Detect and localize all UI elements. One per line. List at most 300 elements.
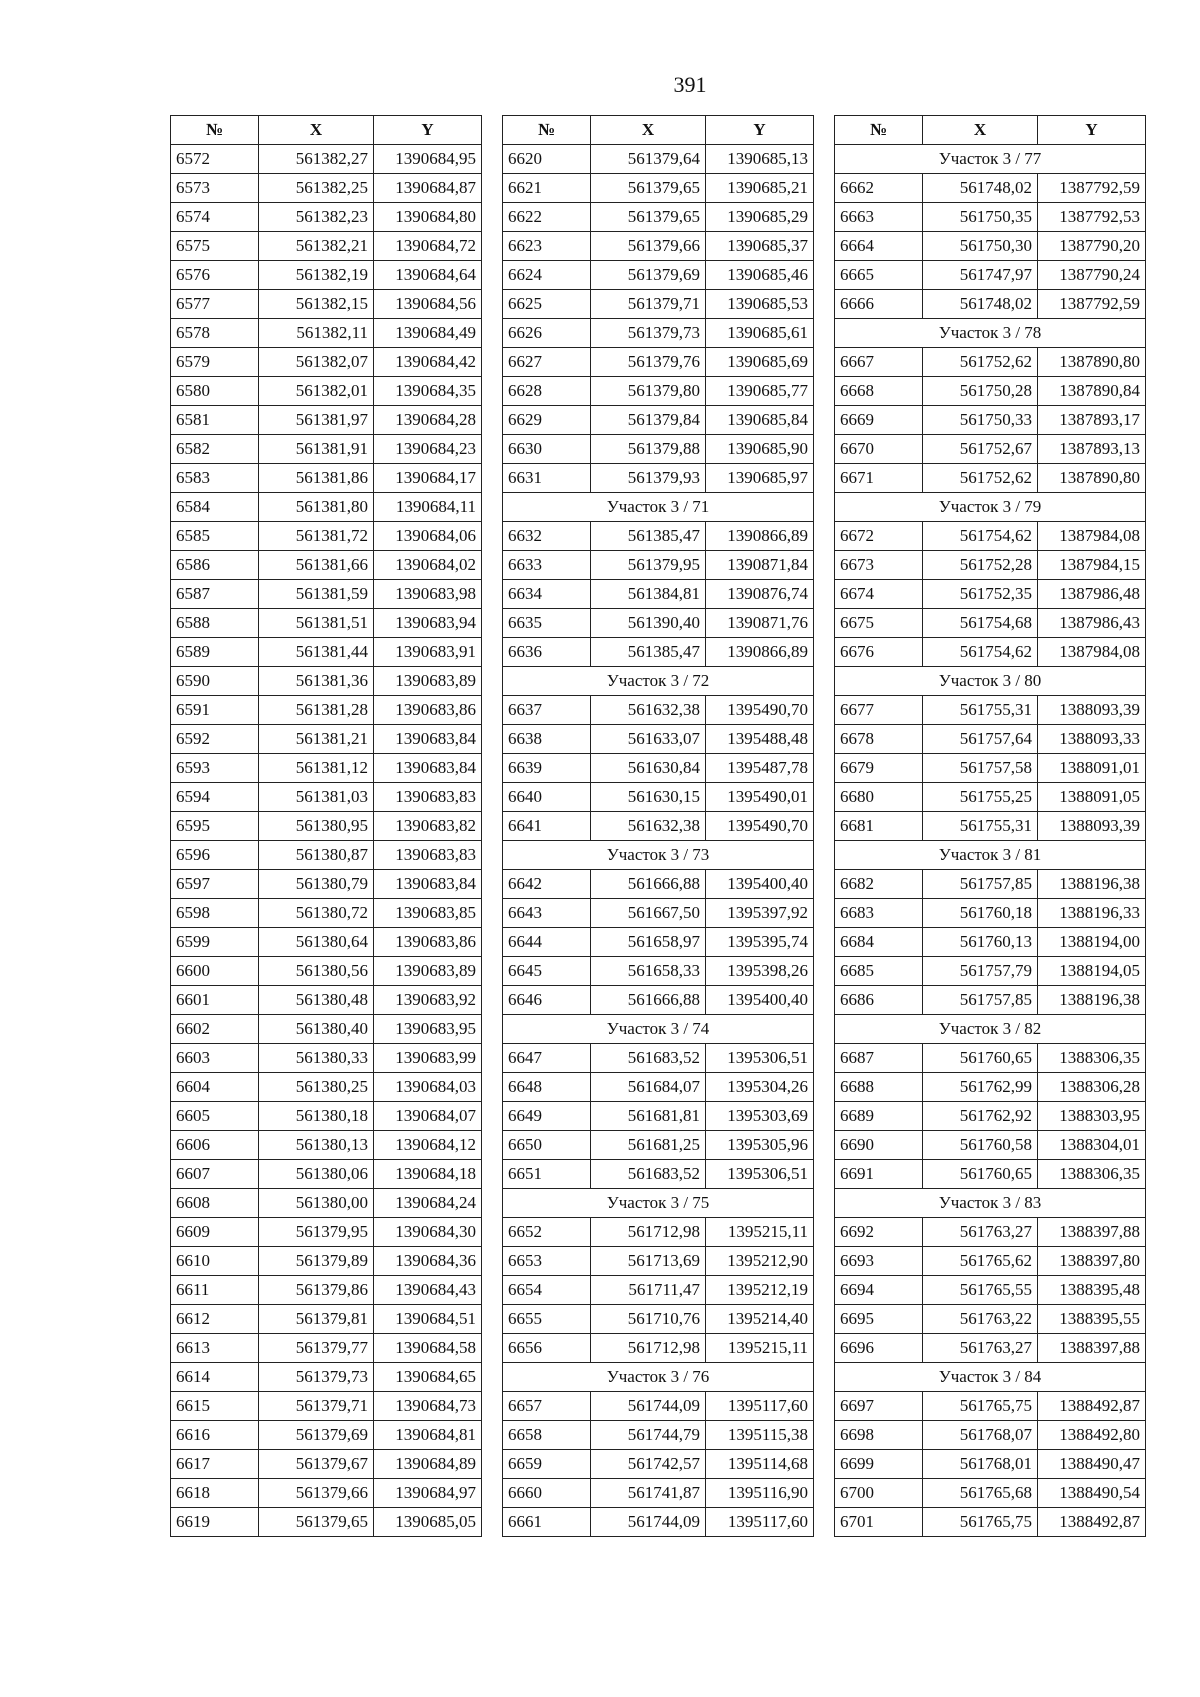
point-number-cell: 6657 <box>503 1392 591 1421</box>
point-number-cell: 6603 <box>171 1044 259 1073</box>
point-number-cell: 6615 <box>171 1392 259 1421</box>
x-coordinate-cell: 561757,58 <box>923 754 1038 783</box>
section-title: Участок 3 / 76 <box>503 1363 814 1392</box>
table-row <box>171 1334 482 1363</box>
table-row <box>503 551 814 580</box>
point-number-cell: 6646 <box>503 986 591 1015</box>
header-x: X <box>259 116 374 145</box>
x-coordinate-cell: 561752,28 <box>923 551 1038 580</box>
table-row <box>171 145 482 174</box>
point-number-cell: 6612 <box>171 1305 259 1334</box>
point-number-cell: 6668 <box>835 377 923 406</box>
y-coordinate-cell: 1395212,90 <box>706 1247 814 1276</box>
table-row <box>171 348 482 377</box>
x-coordinate-cell: 561630,15 <box>591 783 706 812</box>
x-coordinate-cell: 561658,33 <box>591 957 706 986</box>
point-number-cell: 6698 <box>835 1421 923 1450</box>
y-coordinate-cell: 1387893,17 <box>1038 406 1146 435</box>
x-coordinate-cell: 561379,73 <box>591 319 706 348</box>
y-coordinate-cell: 1395306,51 <box>706 1044 814 1073</box>
x-coordinate-cell: 561763,22 <box>923 1305 1038 1334</box>
y-coordinate-cell: 1387792,59 <box>1038 290 1146 319</box>
coordinate-table-3 <box>834 115 1146 1537</box>
x-coordinate-cell: 561747,97 <box>923 261 1038 290</box>
y-coordinate-cell: 1388397,88 <box>1038 1334 1146 1363</box>
y-coordinate-cell: 1395397,92 <box>706 899 814 928</box>
y-coordinate-cell: 1388397,80 <box>1038 1247 1146 1276</box>
table-row <box>835 1334 1146 1363</box>
x-coordinate-cell: 561381,44 <box>259 638 374 667</box>
point-number-cell: 6621 <box>503 174 591 203</box>
x-coordinate-cell: 561681,81 <box>591 1102 706 1131</box>
point-number-cell: 6581 <box>171 406 259 435</box>
x-coordinate-cell: 561768,07 <box>923 1421 1038 1450</box>
y-coordinate-cell: 1387792,53 <box>1038 203 1146 232</box>
x-coordinate-cell: 561381,86 <box>259 464 374 493</box>
y-coordinate-cell: 1390866,89 <box>706 522 814 551</box>
table-row <box>503 1508 814 1537</box>
point-number-cell: 6585 <box>171 522 259 551</box>
point-number-cell: 6624 <box>503 261 591 290</box>
y-coordinate-cell: 1390684,51 <box>374 1305 482 1334</box>
section-title: Участок 3 / 84 <box>835 1363 1146 1392</box>
point-number-cell: 6678 <box>835 725 923 754</box>
point-number-cell: 6572 <box>171 145 259 174</box>
x-coordinate-cell: 561658,97 <box>591 928 706 957</box>
table-row <box>835 609 1146 638</box>
table-row <box>171 638 482 667</box>
point-number-cell: 6681 <box>835 812 923 841</box>
table-row <box>503 1334 814 1363</box>
section-title: Участок 3 / 74 <box>503 1015 814 1044</box>
point-number-cell: 6670 <box>835 435 923 464</box>
x-coordinate-cell: 561382,01 <box>259 377 374 406</box>
x-coordinate-cell: 561666,88 <box>591 986 706 1015</box>
y-coordinate-cell: 1395117,60 <box>706 1508 814 1537</box>
x-coordinate-cell: 561763,27 <box>923 1334 1038 1363</box>
point-number-cell: 6662 <box>835 174 923 203</box>
table-row <box>503 1073 814 1102</box>
point-number-cell: 6623 <box>503 232 591 261</box>
table-row <box>835 1479 1146 1508</box>
x-coordinate-cell: 561744,09 <box>591 1392 706 1421</box>
x-coordinate-cell: 561380,18 <box>259 1102 374 1131</box>
y-coordinate-cell: 1388093,39 <box>1038 812 1146 841</box>
x-coordinate-cell: 561748,02 <box>923 290 1038 319</box>
x-coordinate-cell: 561382,25 <box>259 174 374 203</box>
section-title: Участок 3 / 83 <box>835 1189 1146 1218</box>
table-row <box>171 1508 482 1537</box>
x-coordinate-cell: 561742,57 <box>591 1450 706 1479</box>
table-row <box>835 203 1146 232</box>
y-coordinate-cell: 1395400,40 <box>706 986 814 1015</box>
point-number-cell: 6699 <box>835 1450 923 1479</box>
table-row <box>503 232 814 261</box>
x-coordinate-cell: 561765,68 <box>923 1479 1038 1508</box>
y-coordinate-cell: 1387890,80 <box>1038 464 1146 493</box>
y-coordinate-cell: 1390684,43 <box>374 1276 482 1305</box>
table-row <box>171 1450 482 1479</box>
table-row <box>835 232 1146 261</box>
table-row <box>171 493 482 522</box>
point-number-cell: 6606 <box>171 1131 259 1160</box>
y-coordinate-cell: 1388194,00 <box>1038 928 1146 957</box>
x-coordinate-cell: 561744,79 <box>591 1421 706 1450</box>
y-coordinate-cell: 1390684,58 <box>374 1334 482 1363</box>
x-coordinate-cell: 561379,67 <box>259 1450 374 1479</box>
point-number-cell: 6690 <box>835 1131 923 1160</box>
y-coordinate-cell: 1395400,40 <box>706 870 814 899</box>
table-row <box>171 667 482 696</box>
y-coordinate-cell: 1390684,28 <box>374 406 482 435</box>
y-coordinate-cell: 1388492,87 <box>1038 1508 1146 1537</box>
table-row <box>171 1160 482 1189</box>
table-row <box>171 812 482 841</box>
point-number-cell: 6644 <box>503 928 591 957</box>
x-coordinate-cell: 561379,76 <box>591 348 706 377</box>
table-row <box>835 754 1146 783</box>
x-coordinate-cell: 561750,28 <box>923 377 1038 406</box>
table-row <box>503 899 814 928</box>
x-coordinate-cell: 561750,35 <box>923 203 1038 232</box>
header-y: Y <box>1038 116 1146 145</box>
y-coordinate-cell: 1395117,60 <box>706 1392 814 1421</box>
x-coordinate-cell: 561382,27 <box>259 145 374 174</box>
x-coordinate-cell: 561382,23 <box>259 203 374 232</box>
x-coordinate-cell: 561380,40 <box>259 1015 374 1044</box>
table-row <box>503 1276 814 1305</box>
x-coordinate-cell: 561382,11 <box>259 319 374 348</box>
point-number-cell: 6692 <box>835 1218 923 1247</box>
y-coordinate-cell: 1390684,30 <box>374 1218 482 1247</box>
y-coordinate-cell: 1388306,35 <box>1038 1044 1146 1073</box>
point-number-cell: 6618 <box>171 1479 259 1508</box>
point-number-cell: 6636 <box>503 638 591 667</box>
section-title: Участок 3 / 82 <box>835 1015 1146 1044</box>
table-row <box>835 986 1146 1015</box>
point-number-cell: 6579 <box>171 348 259 377</box>
table-row <box>171 1073 482 1102</box>
point-number-cell: 6575 <box>171 232 259 261</box>
x-coordinate-cell: 561381,97 <box>259 406 374 435</box>
x-coordinate-cell: 561380,72 <box>259 899 374 928</box>
table-row <box>171 1247 482 1276</box>
x-coordinate-cell: 561379,89 <box>259 1247 374 1276</box>
point-number-cell: 6655 <box>503 1305 591 1334</box>
coordinate-table-2 <box>502 115 814 1537</box>
table-row <box>171 1189 482 1218</box>
y-coordinate-cell: 1390876,74 <box>706 580 814 609</box>
y-coordinate-cell: 1390685,84 <box>706 406 814 435</box>
x-coordinate-cell: 561741,87 <box>591 1479 706 1508</box>
table-row <box>835 174 1146 203</box>
y-coordinate-cell: 1390684,35 <box>374 377 482 406</box>
point-number-cell: 6643 <box>503 899 591 928</box>
x-coordinate-cell: 561712,98 <box>591 1334 706 1363</box>
y-coordinate-cell: 1388492,80 <box>1038 1421 1146 1450</box>
y-coordinate-cell: 1395215,11 <box>706 1334 814 1363</box>
table-row <box>171 1131 482 1160</box>
table-row <box>503 1102 814 1131</box>
point-number-cell: 6597 <box>171 870 259 899</box>
y-coordinate-cell: 1390685,61 <box>706 319 814 348</box>
point-number-cell: 6573 <box>171 174 259 203</box>
x-coordinate-cell: 561752,35 <box>923 580 1038 609</box>
point-number-cell: 6617 <box>171 1450 259 1479</box>
point-number-cell: 6620 <box>503 145 591 174</box>
y-coordinate-cell: 1388091,01 <box>1038 754 1146 783</box>
x-coordinate-cell: 561380,00 <box>259 1189 374 1218</box>
section-row <box>835 145 1146 174</box>
point-number-cell: 6578 <box>171 319 259 348</box>
y-coordinate-cell: 1390683,84 <box>374 870 482 899</box>
y-coordinate-cell: 1390683,84 <box>374 725 482 754</box>
x-coordinate-cell: 561713,69 <box>591 1247 706 1276</box>
table-row <box>835 464 1146 493</box>
x-coordinate-cell: 561744,09 <box>591 1508 706 1537</box>
x-coordinate-cell: 561379,65 <box>591 203 706 232</box>
x-coordinate-cell: 561757,85 <box>923 986 1038 1015</box>
table-row <box>835 1421 1146 1450</box>
x-coordinate-cell: 561760,18 <box>923 899 1038 928</box>
point-number-cell: 6609 <box>171 1218 259 1247</box>
table-row <box>171 551 482 580</box>
y-coordinate-cell: 1387986,48 <box>1038 580 1146 609</box>
x-coordinate-cell: 561379,95 <box>259 1218 374 1247</box>
point-number-cell: 6659 <box>503 1450 591 1479</box>
y-coordinate-cell: 1395490,70 <box>706 696 814 725</box>
y-coordinate-cell: 1388303,95 <box>1038 1102 1146 1131</box>
y-coordinate-cell: 1390684,03 <box>374 1073 482 1102</box>
table-row <box>503 783 814 812</box>
table-row <box>835 1073 1146 1102</box>
coordinate-tables <box>170 115 1146 1537</box>
x-coordinate-cell: 561380,25 <box>259 1073 374 1102</box>
point-number-cell: 6582 <box>171 435 259 464</box>
x-coordinate-cell: 561380,64 <box>259 928 374 957</box>
table-row <box>171 1305 482 1334</box>
table-row <box>835 377 1146 406</box>
table-row <box>835 1247 1146 1276</box>
x-coordinate-cell: 561765,62 <box>923 1247 1038 1276</box>
y-coordinate-cell: 1390684,95 <box>374 145 482 174</box>
table-row <box>171 232 482 261</box>
y-coordinate-cell: 1390683,91 <box>374 638 482 667</box>
point-number-cell: 6593 <box>171 754 259 783</box>
x-coordinate-cell: 561711,47 <box>591 1276 706 1305</box>
x-coordinate-cell: 561632,38 <box>591 812 706 841</box>
point-number-cell: 6600 <box>171 957 259 986</box>
point-number-cell: 6631 <box>503 464 591 493</box>
y-coordinate-cell: 1388196,38 <box>1038 870 1146 899</box>
x-coordinate-cell: 561381,03 <box>259 783 374 812</box>
table-row <box>171 1218 482 1247</box>
point-number-cell: 6667 <box>835 348 923 377</box>
point-number-cell: 6596 <box>171 841 259 870</box>
table-row <box>171 464 482 493</box>
y-coordinate-cell: 1387984,08 <box>1038 522 1146 551</box>
x-coordinate-cell: 561760,65 <box>923 1160 1038 1189</box>
table-row <box>171 870 482 899</box>
point-number-cell: 6700 <box>835 1479 923 1508</box>
table-row <box>835 1305 1146 1334</box>
point-number-cell: 6635 <box>503 609 591 638</box>
point-number-cell: 6595 <box>171 812 259 841</box>
point-number-cell: 6622 <box>503 203 591 232</box>
table-row <box>503 957 814 986</box>
header-x: X <box>923 116 1038 145</box>
section-row <box>835 841 1146 870</box>
x-coordinate-cell: 561760,13 <box>923 928 1038 957</box>
y-coordinate-cell: 1390685,46 <box>706 261 814 290</box>
table-row <box>503 406 814 435</box>
point-number-cell: 6616 <box>171 1421 259 1450</box>
point-number-cell: 6682 <box>835 870 923 899</box>
section-title: Участок 3 / 71 <box>503 493 814 522</box>
y-coordinate-cell: 1387792,59 <box>1038 174 1146 203</box>
section-row <box>503 1189 814 1218</box>
table-row <box>835 928 1146 957</box>
coordinate-table-1 <box>170 115 482 1537</box>
point-number-cell: 6664 <box>835 232 923 261</box>
y-coordinate-cell: 1387984,15 <box>1038 551 1146 580</box>
point-number-cell: 6641 <box>503 812 591 841</box>
y-coordinate-cell: 1390685,21 <box>706 174 814 203</box>
section-title: Участок 3 / 77 <box>835 145 1146 174</box>
point-number-cell: 6642 <box>503 870 591 899</box>
table-row <box>171 1015 482 1044</box>
y-coordinate-cell: 1390684,18 <box>374 1160 482 1189</box>
y-coordinate-cell: 1395303,69 <box>706 1102 814 1131</box>
table-row <box>171 319 482 348</box>
table-row <box>835 435 1146 464</box>
table-row <box>503 870 814 899</box>
table-row <box>503 290 814 319</box>
y-coordinate-cell: 1395305,96 <box>706 1131 814 1160</box>
y-coordinate-cell: 1390684,97 <box>374 1479 482 1508</box>
table-row <box>835 1218 1146 1247</box>
table-row <box>503 174 814 203</box>
point-number-cell: 6701 <box>835 1508 923 1537</box>
x-coordinate-cell: 561630,84 <box>591 754 706 783</box>
point-number-cell: 6634 <box>503 580 591 609</box>
point-number-cell: 6577 <box>171 290 259 319</box>
table-row <box>171 986 482 1015</box>
y-coordinate-cell: 1388304,01 <box>1038 1131 1146 1160</box>
y-coordinate-cell: 1387986,43 <box>1038 609 1146 638</box>
x-coordinate-cell: 561712,98 <box>591 1218 706 1247</box>
table-row <box>503 464 814 493</box>
y-coordinate-cell: 1395490,70 <box>706 812 814 841</box>
section-row <box>835 319 1146 348</box>
table-row <box>835 812 1146 841</box>
y-coordinate-cell: 1395488,48 <box>706 725 814 754</box>
point-number-cell: 6589 <box>171 638 259 667</box>
x-coordinate-cell: 561760,58 <box>923 1131 1038 1160</box>
point-number-cell: 6638 <box>503 725 591 754</box>
table-row <box>503 1392 814 1421</box>
y-coordinate-cell: 1387893,13 <box>1038 435 1146 464</box>
y-coordinate-cell: 1395398,26 <box>706 957 814 986</box>
table-row <box>171 1363 482 1392</box>
section-row <box>835 1015 1146 1044</box>
y-coordinate-cell: 1390866,89 <box>706 638 814 667</box>
x-coordinate-cell: 561380,33 <box>259 1044 374 1073</box>
table-row <box>503 754 814 783</box>
point-number-cell: 6679 <box>835 754 923 783</box>
point-number-cell: 6610 <box>171 1247 259 1276</box>
y-coordinate-cell: 1395490,01 <box>706 783 814 812</box>
x-coordinate-cell: 561381,12 <box>259 754 374 783</box>
y-coordinate-cell: 1395395,74 <box>706 928 814 957</box>
x-coordinate-cell: 561381,59 <box>259 580 374 609</box>
x-coordinate-cell: 561754,62 <box>923 522 1038 551</box>
table-row <box>835 1102 1146 1131</box>
point-number-cell: 6639 <box>503 754 591 783</box>
y-coordinate-cell: 1390683,89 <box>374 957 482 986</box>
section-title: Участок 3 / 80 <box>835 667 1146 696</box>
point-number-cell: 6613 <box>171 1334 259 1363</box>
y-coordinate-cell: 1390685,97 <box>706 464 814 493</box>
header-x: X <box>591 116 706 145</box>
table-row <box>503 203 814 232</box>
y-coordinate-cell: 1390684,65 <box>374 1363 482 1392</box>
point-number-cell: 6672 <box>835 522 923 551</box>
point-number-cell: 6654 <box>503 1276 591 1305</box>
y-coordinate-cell: 1390683,86 <box>374 696 482 725</box>
y-coordinate-cell: 1390684,42 <box>374 348 482 377</box>
table-row <box>835 290 1146 319</box>
header-y: Y <box>706 116 814 145</box>
point-number-cell: 6633 <box>503 551 591 580</box>
point-number-cell: 6648 <box>503 1073 591 1102</box>
x-coordinate-cell: 561748,02 <box>923 174 1038 203</box>
y-coordinate-cell: 1395304,26 <box>706 1073 814 1102</box>
x-coordinate-cell: 561381,36 <box>259 667 374 696</box>
x-coordinate-cell: 561379,77 <box>259 1334 374 1363</box>
point-number-cell: 6671 <box>835 464 923 493</box>
y-coordinate-cell: 1390684,06 <box>374 522 482 551</box>
x-coordinate-cell: 561382,19 <box>259 261 374 290</box>
point-number-cell: 6661 <box>503 1508 591 1537</box>
table-row <box>171 290 482 319</box>
table-row <box>835 899 1146 928</box>
y-coordinate-cell: 1395214,40 <box>706 1305 814 1334</box>
y-coordinate-cell: 1395114,68 <box>706 1450 814 1479</box>
point-number-cell: 6696 <box>835 1334 923 1363</box>
x-coordinate-cell: 561763,27 <box>923 1218 1038 1247</box>
point-number-cell: 6588 <box>171 609 259 638</box>
x-coordinate-cell: 561379,65 <box>591 174 706 203</box>
y-coordinate-cell: 1388395,48 <box>1038 1276 1146 1305</box>
x-coordinate-cell: 561710,76 <box>591 1305 706 1334</box>
point-number-cell: 6675 <box>835 609 923 638</box>
table-row <box>835 1044 1146 1073</box>
y-coordinate-cell: 1390684,17 <box>374 464 482 493</box>
point-number-cell: 6627 <box>503 348 591 377</box>
x-coordinate-cell: 561379,69 <box>259 1421 374 1450</box>
y-coordinate-cell: 1387890,84 <box>1038 377 1146 406</box>
point-number-cell: 6649 <box>503 1102 591 1131</box>
y-coordinate-cell: 1388306,28 <box>1038 1073 1146 1102</box>
y-coordinate-cell: 1387984,08 <box>1038 638 1146 667</box>
x-coordinate-cell: 561684,07 <box>591 1073 706 1102</box>
y-coordinate-cell: 1390685,05 <box>374 1508 482 1537</box>
y-coordinate-cell: 1390684,72 <box>374 232 482 261</box>
table-row <box>835 348 1146 377</box>
x-coordinate-cell: 561762,99 <box>923 1073 1038 1102</box>
table-header-row <box>503 116 814 145</box>
